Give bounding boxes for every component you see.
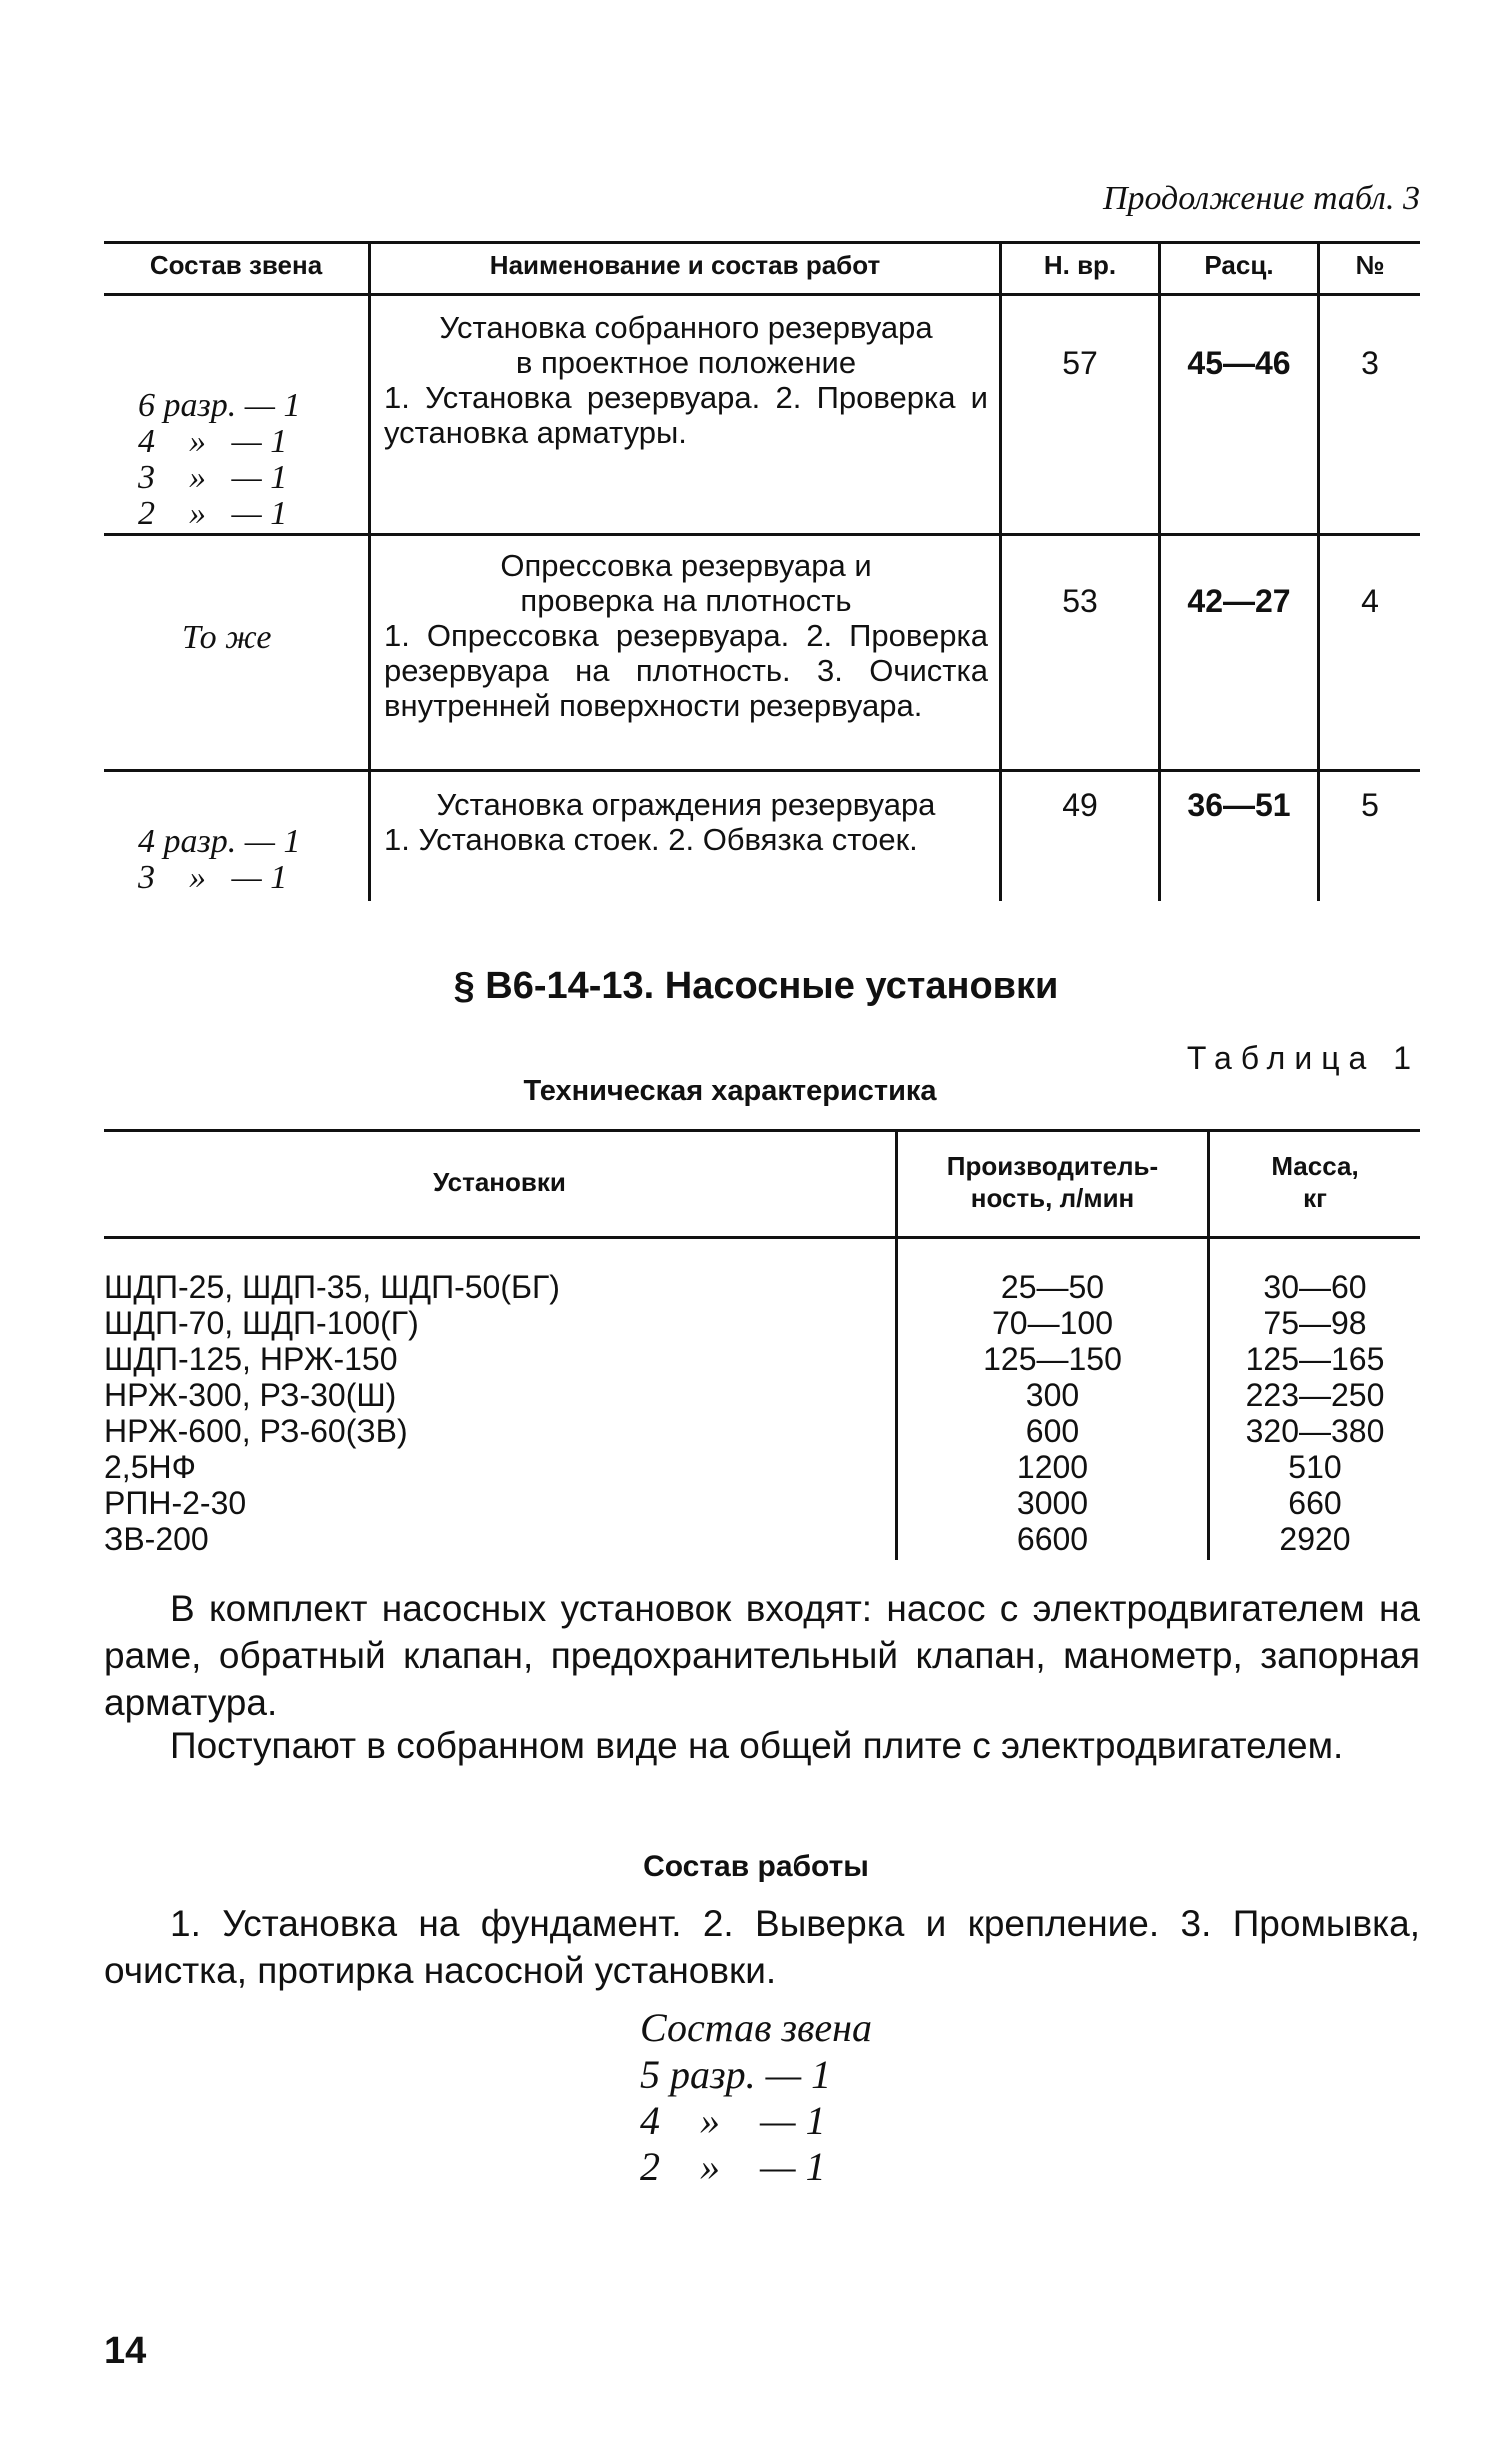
paragraph-delivery: Поступают в собранном виде на общей плите с электродвигателем. bbox=[170, 1725, 1344, 1766]
table1-mass-column: 30—60 75—98 125—165 223—250 320—380 510 660 2920 bbox=[1245, 1269, 1385, 1557]
table3-row-divider bbox=[104, 533, 1420, 536]
table1-header-units: Установки bbox=[433, 1167, 566, 1197]
table3-row3-title: Установка ограждения резервуара bbox=[436, 787, 936, 822]
table3-row3-crew: 4 разр. — 1 3 » — 1 bbox=[138, 823, 301, 896]
table3-row3-no: 5 bbox=[1361, 787, 1379, 823]
table3-row2-crew: То же bbox=[182, 619, 272, 656]
paragraph-contents: В комплект насосных установок входят: насос с электродвигателем на раме, обратный клапан, предохранительный клапан, манометр, запорная арматура. bbox=[104, 1588, 1420, 1723]
table3-col-divider bbox=[368, 241, 371, 901]
table3-row1-title: Установка собранного резервуара в проектное положение bbox=[439, 310, 933, 380]
table1-caption: Техническая характеристика bbox=[523, 1075, 937, 1107]
table3-row2-text: 1. Опрессовка резервуара. 2. Проверка резервуара на плотность. 3. Очистка внутренней поверхности резервуара. bbox=[384, 618, 988, 723]
table1-units-column: ШДП-25, ШДП-35, ШДП-50(БГ) ШДП-70, ШДП-100(Г) ШДП-125, НРЖ-150 НРЖ-300, РЗ-30(Ш) НРЖ-600, РЗ-60(ЗВ) 2,5НФ РПН-2-30 ЗВ-200 bbox=[104, 1269, 560, 1557]
table3-row1-norm: 57 bbox=[1062, 345, 1098, 381]
page-number: 14 bbox=[104, 2330, 147, 2372]
crew-lines: 5 разр. — 1 4 » — 1 2 » — 1 bbox=[640, 2052, 832, 2189]
table3-row2-title: Опрессовка резервуара и проверка на плотность bbox=[500, 548, 872, 618]
table3-header-rule bbox=[104, 293, 1420, 296]
table3-header-no: № bbox=[1355, 250, 1385, 280]
work-heading: Состав работы bbox=[643, 1850, 869, 1883]
table3-row3-text: 1. Установка стоек. 2. Обвязка стоек. bbox=[384, 822, 918, 857]
section-title: § В6-14-13. Насосные установки bbox=[453, 965, 1059, 1007]
table1-header-mass: Масса, кг bbox=[1271, 1151, 1359, 1213]
table3-row2-norm: 53 bbox=[1062, 583, 1098, 619]
table3-row2-no: 4 bbox=[1361, 583, 1379, 619]
table3-header-price: Расц. bbox=[1204, 250, 1274, 280]
table3-row1-crew: 6 разр. — 1 4 » — 1 3 » — 1 2 » — 1 bbox=[138, 387, 301, 532]
table3-header-crew: Состав звена bbox=[149, 250, 323, 280]
table1-header-capacity: Производитель- ность, л/мин bbox=[946, 1151, 1159, 1213]
work-text: 1. Установка на фундамент. 2. Выверка и крепление. 3. Промывка, очистка, протирка насосной установки. bbox=[104, 1903, 1420, 1991]
table3-row-divider bbox=[104, 769, 1420, 772]
table1-header-rule bbox=[104, 1236, 1420, 1239]
table3-row3-norm: 49 bbox=[1062, 787, 1098, 823]
table1-label: Таблица 1 bbox=[1186, 1040, 1420, 1076]
table3-row1-price: 45—46 bbox=[1187, 345, 1291, 381]
continuation-label: Продолжение табл. 3 bbox=[1102, 180, 1420, 217]
table1-capacity-column: 25—50 70—100 125—150 300 600 1200 3000 6600 bbox=[983, 1269, 1122, 1557]
table3-header-work: Наименование и состав работ bbox=[489, 250, 881, 280]
table3-header-norm: Н. вр. bbox=[1043, 250, 1117, 280]
table1-top-rule bbox=[104, 1129, 1420, 1132]
crew-heading: Состав звена bbox=[639, 2005, 872, 2050]
table3-row1-no: 3 bbox=[1361, 345, 1379, 381]
table3-row1-text: 1. Установка резервуара. 2. Проверка и установка арматуры. bbox=[384, 380, 988, 450]
table3-row2-price: 42—27 bbox=[1187, 583, 1291, 619]
table3-top-rule bbox=[104, 241, 1420, 244]
table3-row3-price: 36—51 bbox=[1187, 787, 1291, 823]
